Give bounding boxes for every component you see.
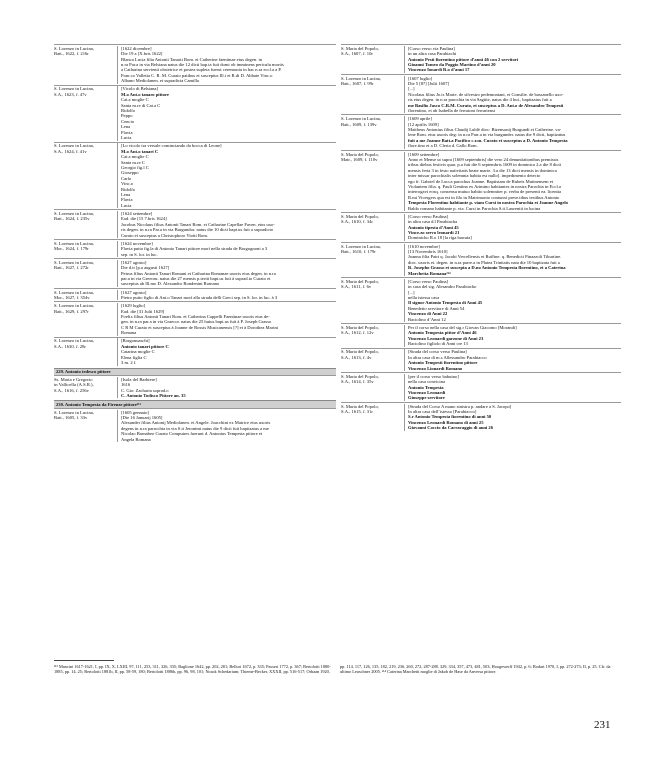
record-source: S. Lorenzo in Lucina, Mor., 1627, f. 354v xyxy=(54,289,94,301)
record-line: Elena figlia C xyxy=(121,354,147,360)
record-line: Vincenzo di Anni 22 xyxy=(408,311,448,317)
record-entry xyxy=(341,114,621,149)
record-line: florentino, et ab Isabella de ferratoni ferrariensi xyxy=(408,108,496,114)
record-entry xyxy=(54,85,336,142)
record-line: Angela Romana xyxy=(121,436,151,442)
record-line: in altra casa d.l Parabiacha xyxy=(408,219,458,225)
record-entry xyxy=(54,209,336,239)
record-line: [Corso verso Paulina] xyxy=(408,278,449,284)
record-line: Cat.a moglie C xyxy=(121,154,149,160)
record-line: n.ra Par.a in via Belsiana natus die 12 dicti bap.ta fuit domi ob imminens periculu mortis xyxy=(121,62,284,68)
record-source: S. Lorenzo in Lucina, Batt., 1605, f. 33v xyxy=(54,409,94,420)
record-text xyxy=(117,290,336,301)
record-line: Flavia xyxy=(121,197,133,203)
record-entry xyxy=(54,258,336,288)
record-line: [Strada del Corso A mano sinistra p. andare a S. Jacopo] xyxy=(408,403,512,409)
record-line: Marchetta Romana²¹⁴ xyxy=(408,270,451,276)
record-line: Baciolino d’Anni 12 xyxy=(408,316,446,322)
record-line: Baciolino figliolo di Anni cre 13 xyxy=(408,341,468,347)
record-line: ris degen. in n.ra Par.a in via Burgundor. natus die 10 dicti bapt.us fuit a supradicto xyxy=(121,227,274,233)
footnotes xyxy=(54,664,620,674)
record-line: ego fr. Gabriel de Lucca parochus Joanne. Baptistam de Rubeis Mutinensem et xyxy=(408,178,554,184)
record-line: Die d.tt [p.a augusti 1627] xyxy=(121,265,170,271)
record-source: S. Lorenzo in Lucina, Batt., 1607, f. 99r xyxy=(341,75,381,87)
record-line: In altra casa di m.s Allessandro Parabiacco xyxy=(408,354,487,360)
record-entry xyxy=(54,239,336,258)
record-line: lene Rom. eius uxoris deg: in n.ra Parr.a in via burgunder. natus die 9 dicti, baptizatus xyxy=(408,132,566,138)
record-line: Vincenzo Leonardi Romano di anni 25 xyxy=(408,419,484,425)
record-line: Baldo romano habitante p. via. Cursi in Parochia S.ti Laurentii in lucina xyxy=(408,205,541,211)
record-source: S. Lorenzo in Lucina, Batt., 1627, f. 272r xyxy=(54,259,94,271)
record-line: Gioanni Tomeo da Poggio Martino d’anni 20 xyxy=(408,62,496,68)
record-source: S. Lorenzo in Lucina, S.A., 1624, f. 41v xyxy=(54,143,94,154)
record-line: Ead. die [15 7.bris 1624] xyxy=(121,216,167,222)
record-line: Vincenzo Leonardi garzone di Anni 23 xyxy=(408,335,484,341)
record-line: Die 5 [8?] [Julii 1607] xyxy=(408,81,450,87)
record-line: R.mi Vicesgers qua est in filo in Matrimonio coniunxi prese.tibus testibus Antonio xyxy=(408,194,560,200)
record-text xyxy=(117,410,336,442)
record-line: Per il corso nella casa del sig.r Giovan Giacomo [Morandi] xyxy=(408,324,517,330)
record-line: [1607 luglio] xyxy=(408,75,433,81)
record-line: mensis feria 3 in festo nativitatis beate marie. 3.a die 13 dicti mensis in dominica xyxy=(408,167,557,173)
record-line: [1624 settembre] xyxy=(121,210,153,216)
record-line: Santa m.re C xyxy=(121,159,145,165)
record-text xyxy=(117,143,336,208)
record-line: Foelix filius Antonii Tanari Rom. et Catherina Cappelli Faentinae uxoris eius de- xyxy=(121,314,270,320)
record-line: [Strada del corso verso Paulina] xyxy=(408,349,467,355)
record-line: Antonio tanari pittore C xyxy=(121,343,169,349)
record-line: Ead. die [31 Julii 1629] xyxy=(121,308,165,314)
record-entry xyxy=(341,372,621,402)
footnote-rule xyxy=(54,660,114,661)
record-line: Georgio fig.l C xyxy=(121,164,149,170)
record-line: [Lo vicolo tra versale cominciando da bocca di Leone] xyxy=(121,143,222,149)
record-line: Romana xyxy=(121,330,137,336)
record-line: Antonio Tempesta pittor d’Anni 46 xyxy=(408,330,477,336)
record-source: S. Maria del Popolo, Matr., 1609, f. 110v xyxy=(341,151,379,162)
record-line: [Corso verso Paulina] xyxy=(408,213,449,219)
record-line: Santa m.re di Cat.a C xyxy=(121,102,161,108)
record-entry xyxy=(341,212,621,242)
record-line: Joanna filia Patri q. Jacobi Vercellensis et Ruffine. q. Benedicti Pinazzoli Tiburtine. xyxy=(408,254,562,260)
record-line: [...] xyxy=(408,86,415,92)
record-text xyxy=(117,46,336,84)
record-line: Blanca Lucia filia Antonii Tanarii Rom. et Catherine faentinae eius degen. in xyxy=(121,56,263,62)
record-line: [Borgonuaschi] xyxy=(121,338,150,344)
record-entry xyxy=(341,348,621,372)
footnote-right: pp. 114, 117, 126, 135, 182, 219, 236, 260, 272, 287-288, 329, 334, 357, 473, 481, 503; Hoogewerff 1942, p. 6; Bodart 1970, I, pp. 272-273; II, p. 25. Cfr. da ultimo Leuschner 2005. ²¹⁴ Caterina Marchetti moglie di Jakob de Hase da Anversa pittore. xyxy=(340,664,611,675)
record-line: [per il corso verso babuino] xyxy=(408,373,459,379)
record-line: C. Gio: Zacharia soprad.o xyxy=(121,387,169,393)
record-line: Tempesta Florentino habitante p. viam Cursi in nostra Parochia et Joanne Angelo xyxy=(408,200,568,206)
record-source: S. Lorenzo in Lucina, Batt., 1609, f. 139v xyxy=(341,116,381,127)
left-column xyxy=(54,44,336,443)
record-line: nella istessa casa xyxy=(408,295,440,301)
record-text xyxy=(404,46,621,73)
record-line: [13 Novembris 1610] xyxy=(408,249,448,254)
record-line: [...] xyxy=(408,289,415,295)
record-line: [Die 16 Januarij 1605] xyxy=(121,414,163,420)
record-source: S. Maria del Popolo, S.A., 1610, f. 34r xyxy=(341,213,379,225)
record-line: [Vicolo di Belsiana] xyxy=(121,86,158,92)
record-line: [1605 gennaio] xyxy=(121,409,149,415)
record-line: sep. in S. lor. in luc. xyxy=(121,251,158,257)
record-line: Antonio Tempesta xyxy=(408,384,444,390)
record-line: Benedetto servitore di Anni 54 xyxy=(408,305,465,311)
record-line: M.o Ant.o tanaro pittore xyxy=(121,91,169,97)
record-line: Il signor Antonio Tempesta di Anni 45 xyxy=(408,300,483,306)
record-entry xyxy=(341,402,621,432)
record-line: Jacobus Nicolaus filius Antonii Tanari Rom. et Catharine Capellae Faven. eius uxo- xyxy=(121,221,275,227)
record-line: Petrus filius Antonii Tanari Romani et Catharina Romanae uxoris eius degen. in n.ra xyxy=(121,270,276,276)
record-line: In altra casa dell’istesso [Parabiacco] xyxy=(408,408,477,414)
record-entry xyxy=(341,323,621,347)
record-line: C. Antonio Todisco Pittore an. 35 xyxy=(121,392,186,398)
record-source: S. Lorenzo in Lucina, Batt., 1610, f. 179r xyxy=(341,243,381,254)
record-text xyxy=(117,260,336,287)
record-line: flore.tino et a D. Cleria d. Gallo Rom. xyxy=(408,143,478,149)
record-line: susceptus ab Ill.mo D. Alexandro Rondenini Romano xyxy=(121,281,220,287)
record-line: Nicolao Barnabeo Curato Computres fuerunt d. Antonius Tempesta pittore et xyxy=(121,431,263,437)
record-entry xyxy=(54,142,336,210)
record-line: Ridolfo xyxy=(121,108,136,114)
record-line: dioc. uxoris ei. degen. in n.ra parre.a in Platea Trinitatis nata die 10 baptizata fuit a xyxy=(408,259,560,265)
record-source: S. Lorenzo in Lucina, Batt., 1624, f. 235v xyxy=(54,210,94,222)
record-line: degens in n.ra parrochia in via S.ti Jeronimi natus die 9 dicti fuit baptizatus a me xyxy=(121,425,269,431)
page-number: 231 xyxy=(594,719,611,731)
record-source: S. Maria del Popolo, S.A., 1612, f. 12v xyxy=(341,324,379,336)
record-line: R. Josepho Grasso et suscepta a D.no Antonio Tempesta florentino, et a Caterina xyxy=(408,265,566,271)
record-source: Ss. Maria e Gregorio in Vallicella (A.S.R.), S.A., 1616, f. 256v xyxy=(54,376,94,393)
record-entry xyxy=(341,277,621,323)
record-text xyxy=(404,116,621,148)
record-line: [1624 novembre] xyxy=(121,240,153,246)
record-text xyxy=(117,338,336,365)
record-text xyxy=(404,279,621,322)
record-line: Lena xyxy=(121,124,131,130)
record-line: in casa del sig. Alesandro Parabiacho xyxy=(408,284,477,290)
record-line: in un altra casa Parabiachi xyxy=(408,51,457,57)
record-line: nella casa convicina xyxy=(408,379,445,385)
record-line: Gioseppo xyxy=(121,170,139,176)
record-line: Carlo xyxy=(121,175,132,181)
record-entry xyxy=(341,242,621,277)
record-line: Die 19 a [X.bris 1622] xyxy=(121,51,163,57)
record-entry xyxy=(54,408,336,443)
record-entry xyxy=(341,44,621,74)
record-line: Ridolfo xyxy=(121,186,136,192)
record-line: inter missar parochialis solemnia habita est nullo]. impedimento detecto xyxy=(408,173,541,179)
record-entry xyxy=(341,150,621,212)
record-text xyxy=(404,76,621,114)
record-entry xyxy=(54,44,336,85)
record-text xyxy=(404,152,621,211)
right-column xyxy=(341,44,621,432)
record-text xyxy=(404,244,621,276)
record-line: [Corso verso via Paulina] xyxy=(408,45,455,51)
record-line: Lena xyxy=(121,191,131,197)
record-text xyxy=(117,241,336,257)
record-line: S.r Antonio Tempesta fiorentino di anni 50 xyxy=(408,414,492,420)
record-line: Giovanni Coccio da Carravaggio di anni 26 xyxy=(408,425,493,431)
record-line: Antonio Pesti fiorentino pittore d’anni 46 con 2 servitori xyxy=(408,56,519,62)
record-line: C R M Curato et susceptus à Joanne de Rossis Musicanensis [?] et à Dorothea Marini xyxy=(121,324,279,330)
record-line: [1609 settembre] xyxy=(408,151,440,157)
record-line: Lucia xyxy=(121,135,132,141)
record-line: gen. in n.ra par.a in via Graecor. natus die 25 huius bapt.us fuit à P. Joseph Grasso xyxy=(121,319,272,325)
record-entry xyxy=(341,74,621,115)
record-line: Dominicho R.o 18 [la riga barrata] xyxy=(408,235,472,241)
record-line: [Isola del Barbiere] xyxy=(121,376,157,382)
record-source: S. Maria del Popolo, S.A., 1614, f. 35v xyxy=(341,373,379,385)
record-line: Vince.zo servo leonardi 21 xyxy=(408,229,460,235)
record-text xyxy=(117,377,336,399)
record-line: [1627 agosto] xyxy=(121,289,147,295)
record-line: Vincenzo Lionardi Romano xyxy=(408,365,463,371)
record-line: 1616 xyxy=(121,382,131,388)
record-line: Vincenzo Leonardi xyxy=(408,389,446,395)
record-text xyxy=(117,211,336,238)
section-heading: 229. Antonio tedesco pittore xyxy=(54,368,336,375)
record-line: Antonio tipesta d’Anni 45 xyxy=(408,224,459,230)
record-source: S. Maria del Popolo, S.A., 1615, f. 31r xyxy=(341,403,379,414)
record-line: Pietro putto figlio di Ant.o Tanari morì alla strada delli Greci sep. in S. lor. in luc. à 3 xyxy=(121,295,278,301)
record-line: [1610 novembre] xyxy=(408,243,440,249)
record-text xyxy=(404,325,621,347)
record-line: Anno et Mense ut supra [1609 septembris] die vero 24 denuntiationibus premissis xyxy=(408,156,559,162)
record-line: Cencio xyxy=(121,118,135,124)
record-line: Mattheus Antonius filius Claudij Lublè dioc: Bizensonij Burgundi et Catherine. va- xyxy=(408,127,562,133)
record-entry xyxy=(54,301,336,336)
record-line: [12 aprilis 1609] xyxy=(408,121,439,127)
record-line: interrogavi eosq. consensu mutuo habito solemniter p. verba de presenti ea. licentia xyxy=(408,189,562,195)
record-entry xyxy=(54,375,336,399)
record-text xyxy=(404,214,621,241)
record-line: Peppo xyxy=(121,113,133,119)
record-line: Nicolaus filius Jo.is Marie. de silvestro pedemontani, et Consilie. de bassanello uxo- xyxy=(408,91,564,97)
record-line: [1609 aprile] xyxy=(408,116,432,122)
record-source: S. Maria del Popolo, S.A., 1607, f. 10r xyxy=(341,45,379,57)
record-line: Violantem filia. q. Pauli Gentina ex Arimino habitantes in nostra Parochia in Eccl.a xyxy=(408,183,561,189)
record-line: Giuseppe servitore xyxy=(408,395,445,401)
section-heading: 230. Antonio Tempesta da Firenze pittore²¹³ xyxy=(54,400,336,407)
record-line: Vinc.o xyxy=(121,181,134,187)
record-source: S. Lorenzo in Lucina, Batt., 1622, f. 216r xyxy=(54,45,94,57)
record-line: a Catharina servienti obstetrice et postea supleta fuerut ceremonia in hac n.ra eccl.a a P. xyxy=(121,67,282,73)
record-source: S. Maria del Popolo, S.A., 1613, f. 4v xyxy=(341,349,379,360)
record-line: par.a in via Greeoru. natus die 27 mensis p.teriti bapt.us fuit à suprad.to Curato et xyxy=(121,276,271,282)
record-line: fuit a me Joanne Batt.a Pacifico c.r.m. Curato et susceptus a D. Antonio Tempesta xyxy=(408,137,568,143)
record-line: M.o Ant.o tanari C xyxy=(121,148,159,154)
record-line: Vincenzo Ionardi R.o d’anni 17 xyxy=(408,67,470,73)
record-line: tribus diebus festivis quar. p.a fuit die 6 septembris 1609 in dominica 2.a die 8 dicti xyxy=(408,162,562,168)
record-line: [1629 luglio] xyxy=(121,303,146,309)
record-text xyxy=(117,303,336,335)
record-line: 3 m. 2 f. xyxy=(121,360,137,366)
record-line: Lucia xyxy=(121,202,132,208)
record-line: Flavia xyxy=(121,129,133,135)
record-line: Albano Mediolanen. et supradicta Camilla xyxy=(121,78,199,84)
record-line: Fran.co Valletta C. R. M. Curato patibus et susceptus Ill.i et R.di D. Abbate Vinc.o xyxy=(121,72,273,78)
record-text xyxy=(404,404,621,431)
record-text xyxy=(404,349,621,371)
record-source: S. Lorenzo in Lucina, S.A., 1623, f. 47v xyxy=(54,86,94,97)
record-text xyxy=(404,374,621,401)
record-line: Cat.a moglie C xyxy=(121,97,149,103)
record-line: ris eius degen. in n.ra parochia in via Sagitte, natus die 4 hui., baptizatus fuit a xyxy=(408,97,552,103)
record-line: Antonio Tempesti fiorentino pittore xyxy=(408,360,478,366)
footnote-left: ²¹³ Mancini 1617-1621, I, pp. IX, X, LXIII, 97, 111, 253, 311, 326, 335; Baglione 1642, pp. 202, 281; Bellori 1672, p. 335; Passeri 1772, p. 367; Bertolotti 1880-1885, pp. 14, 25; Bertolotti 1881b, II, pp. 58-59, 180; Bertolotti 1886b, pp. 96, 98, 101; Noack Schedarium; Thieme-Becker, XXXII, pp. 516-517; Orbaan 1920, xyxy=(54,664,331,675)
record-source: S. Lorenzo in Lucina, Batt., 1629, f. 297r xyxy=(54,303,94,314)
record-line: Flavia putta fig.la di Antonio Tanari pittore morì nella strada de Borgognoni a 3 xyxy=(121,246,268,252)
record-text xyxy=(117,86,336,140)
record-line: Catarina moglie C xyxy=(121,349,155,355)
record-line: [1627 agosto] xyxy=(121,259,147,265)
record-entry xyxy=(54,288,336,302)
record-source: S. Maria del Popolo, S.A., 1611, f. 6v xyxy=(341,278,379,290)
record-line: Curato et susceptus a Christophoro Viotti Rom. xyxy=(121,232,209,238)
record-source: S. Lorenzo in Lucina, Mor., 1624, f. 179r xyxy=(54,240,94,252)
record-source: S. Lorenzo in Lucina, S.A., 1630, f. 28r xyxy=(54,338,94,349)
record-line: me Basilio Jasco C.R.M. Curato, et susceptus a D. Ant.o de Alexandro Tempesti xyxy=(408,102,564,108)
record-entry xyxy=(54,337,336,367)
record-line: Alexander filius Antonij Mediolanen. et Angele. Joacchini ex Matrice eius uxoris xyxy=(121,420,271,426)
record-line: [1622 dicembre] xyxy=(121,45,152,51)
